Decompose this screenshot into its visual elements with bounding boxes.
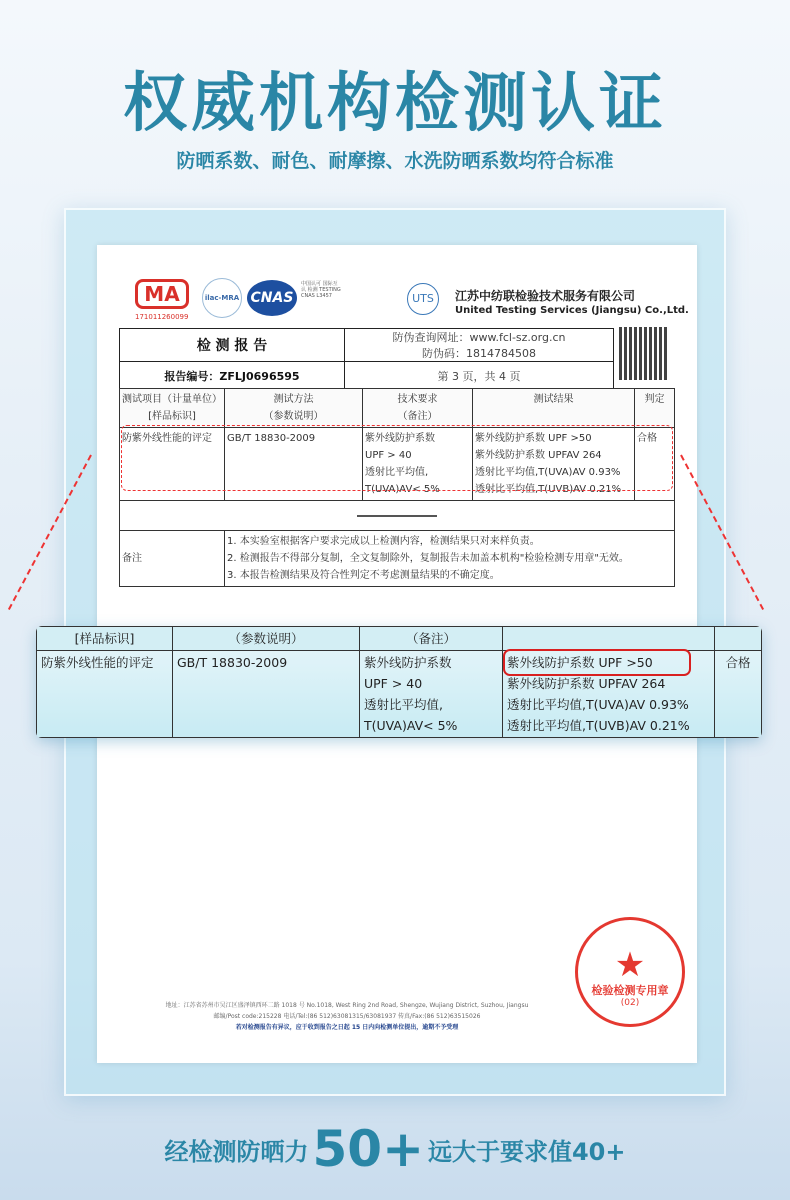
upf-highlight-circle: [503, 649, 691, 676]
note: 3. 本报告检测结果及符合性判定不考虑测量结果的不确定度。: [227, 570, 500, 581]
result-line: 透射比平均值,T(UVB)AV 0.21%: [475, 484, 622, 495]
col-header: [715, 627, 762, 651]
footer-address: 地址：江苏省苏州市吴江区盛泽镇西环二路 1018 号 No.1018, West Ring 2nd Road, Shengze, Wujiang District, Suzhou, Jiangsu: [165, 1002, 529, 1009]
conclusion-value: 50+: [312, 1120, 424, 1178]
test-method: GB/T 18830-2009: [173, 651, 360, 738]
verify-url: 防伪查询网址：www.fcl-sz.org.cn: [392, 331, 566, 344]
col-header-sub: （参数说明）: [263, 411, 324, 422]
star-icon: ★: [614, 945, 646, 985]
report-title: 检 测 报 告: [120, 329, 345, 362]
cma-logo: MA: [135, 279, 189, 309]
footer-notice: 若对检测报告有异议，应于收到报告之日起 15 日内向检测单位提出，逾期不予受理: [235, 1024, 459, 1031]
official-stamp: [575, 917, 685, 1027]
verdict: 合格: [715, 651, 762, 738]
page-title: 权威机构检测认证: [123, 67, 667, 141]
page-number: 第 3 页，共 4 页: [345, 362, 614, 390]
notes-label: 备注: [120, 531, 225, 587]
col-header: （备注）: [360, 627, 503, 651]
result-line: 紫外线防护系数 UPF >50: [475, 433, 592, 444]
divider: [357, 515, 437, 517]
col-header: 判定: [644, 394, 665, 405]
test-item: 防紫外线性能的评定: [37, 651, 173, 738]
cnas-text: 中国认可 国际互认 检测 TESTING CNAS L3457: [301, 281, 341, 299]
report-header-table: [119, 328, 614, 390]
verdict: 合格: [635, 428, 675, 501]
ilac-logo: ilac-MRA: [202, 278, 242, 318]
uts-logo: UTS: [407, 283, 439, 315]
col-header: 技术要求: [397, 394, 438, 405]
col-header: 测试方法: [273, 394, 314, 405]
req-line: UPF > 40: [364, 676, 423, 691]
col-header-sub: [样品标识]: [148, 411, 196, 422]
zoomed-results: [36, 626, 762, 738]
company-name-en: United Testing Services (Jiangsu) Co.,Ltd.: [455, 305, 689, 316]
col-header: [503, 627, 715, 651]
conclusion-post: 远大于要求值40+: [427, 1138, 626, 1166]
note: 1. 本实验室根据客户要求完成以上检测内容，检测结果只对来样负责。: [227, 536, 540, 547]
conclusion: [0, 1120, 790, 1178]
test-method: GB/T 18830-2009: [225, 428, 363, 501]
company-name-cn: 江苏中纺联检验技术服务有限公司: [455, 289, 636, 303]
result-line: 紫外线防护系数 UPFAV 264: [507, 676, 666, 691]
result-line: 紫外线防护系数 UPF >50: [507, 655, 653, 670]
stamp-number: (02): [620, 998, 640, 1008]
col-header: （参数说明）: [173, 627, 360, 651]
req-line: 透射比平均值,: [365, 467, 429, 478]
qr-code: [619, 327, 669, 380]
verify-code: 防伪码：1814784508: [422, 347, 536, 360]
highlight-dashed-box: [121, 425, 673, 491]
result-line: 透射比平均值,T(UVA)AV 0.93%: [475, 467, 621, 478]
conclusion-pre: 经检测防晒力: [164, 1138, 309, 1166]
test-item: 防紫外线性能的评定: [120, 428, 225, 501]
result-line: 透射比平均值,T(UVA)AV 0.93%: [507, 697, 689, 712]
req-line: 紫外线防护系数: [364, 655, 452, 670]
result-line: 紫外线防护系数 UPFAV 264: [475, 450, 602, 461]
req-line: 透射比平均值,: [364, 697, 443, 712]
page-subtitle: 防晒系数、耐色、耐摩擦、水洗防晒系数均符合标准: [176, 150, 614, 172]
req-line: T(UVA)AV< 5%: [365, 484, 440, 495]
req-line: T(UVA)AV< 5%: [364, 718, 458, 733]
note: 2. 检测报告不得部分复制，全文复制除外，复制报告未加盖本机构"检验检测专用章"无效。: [227, 553, 629, 564]
stamp-text: 检验检测专用章: [591, 984, 669, 997]
cma-number: 171011260099: [135, 313, 189, 321]
report-number: 报告编号：ZFLJ0696595: [120, 362, 345, 390]
cnas-logo: CNAS: [247, 280, 297, 316]
req-line: 紫外线防护系数: [365, 433, 435, 444]
result-line: 透射比平均值,T(UVB)AV 0.21%: [507, 718, 690, 733]
req-line: UPF > 40: [365, 450, 412, 461]
footer-contact: 邮编/Post code:215228 电话/Tel:(86 512)63081315/63081937 传真/Fax:(86 512)63515026: [213, 1013, 481, 1020]
col-header: 测试项目（计量单位）: [122, 394, 222, 405]
col-header: 测试结果: [533, 394, 574, 405]
col-header-sub: （备注）: [397, 411, 438, 422]
col-header: [样品标识]: [37, 627, 173, 651]
report-footer: [137, 1000, 557, 1033]
